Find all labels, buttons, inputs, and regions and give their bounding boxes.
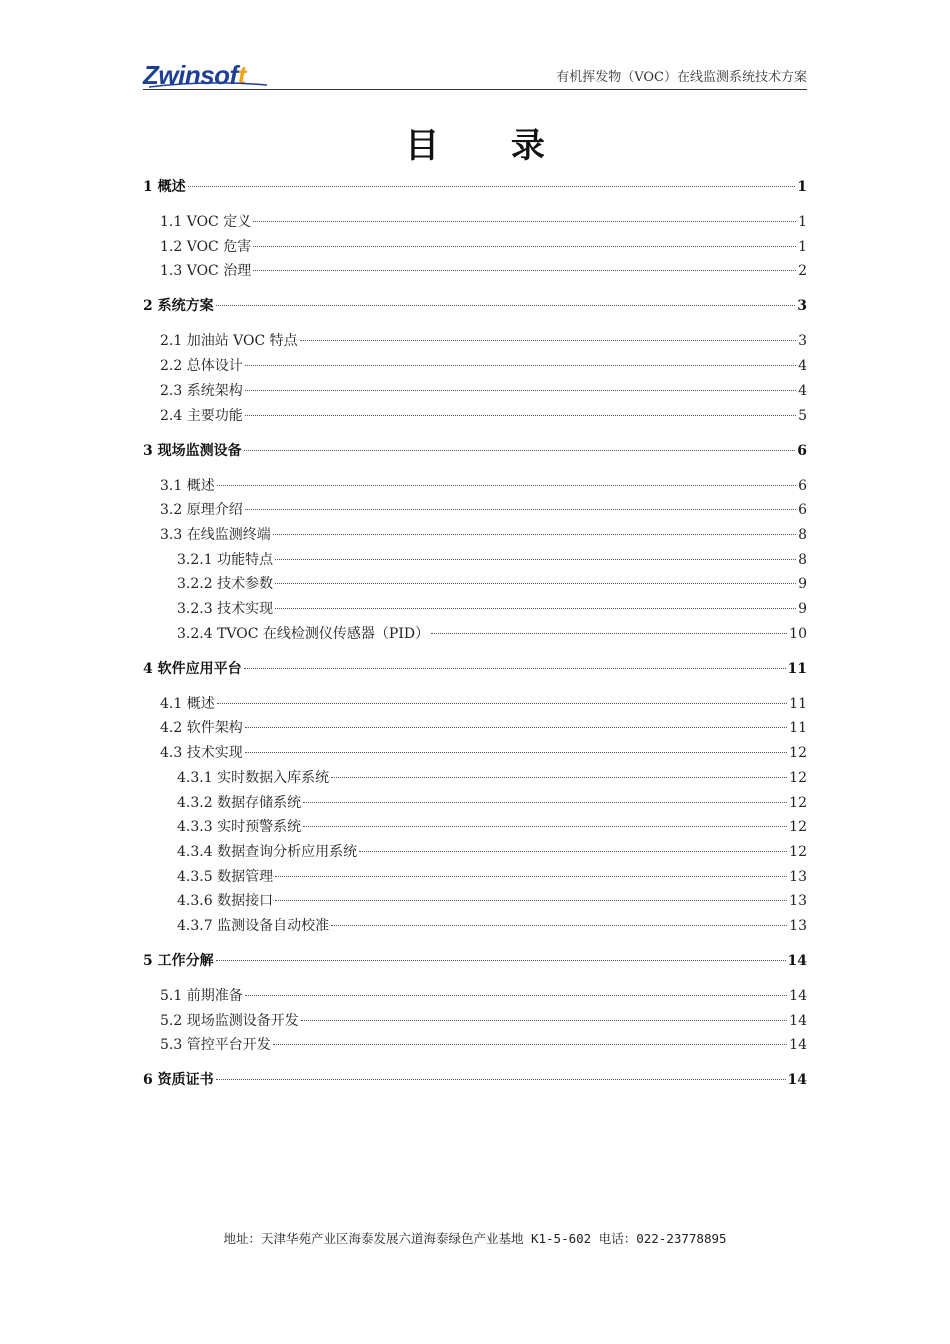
toc-entry-page-number: 2	[798, 263, 807, 280]
toc-entry[interactable]	[160, 718, 807, 738]
toc-dot-leader	[244, 667, 786, 669]
toc-entry-page-number: 14	[787, 953, 807, 969]
toc-entry-label: 4.3.6 数据接口	[177, 893, 274, 910]
toc-entry[interactable]	[160, 381, 807, 401]
toc-entry-page-number: 3	[797, 298, 807, 315]
toc-entry[interactable]	[160, 406, 807, 426]
toc-dot-leader	[253, 220, 796, 222]
toc-dot-leader	[216, 1078, 786, 1080]
toc-entry-label: 1.2 VOC 危害	[160, 238, 252, 255]
toc-dot-leader	[331, 776, 787, 778]
logo-text-accent: t	[237, 60, 246, 90]
toc-entry-label: 6 资质证书	[143, 1072, 214, 1089]
toc-dot-leader	[245, 508, 796, 510]
toc-entry[interactable]	[177, 550, 807, 570]
toc-entry-page-number: 1	[797, 179, 807, 195]
toc-entry-page-number: 12	[789, 843, 807, 860]
toc-entry-label: 3.2.1 功能特点	[177, 551, 274, 568]
toc-entry[interactable]	[143, 1070, 807, 1090]
toc-entry-page-number: 9	[798, 601, 807, 617]
toc-dot-leader	[217, 484, 796, 486]
logo-text: Zwinsof	[143, 60, 238, 90]
toc-entry-label: 1.1 VOC 定义	[160, 214, 252, 230]
toc-entry[interactable]	[177, 817, 807, 837]
toc-entry-label: 4 软件应用平台	[143, 660, 242, 677]
toc-entry-label: 1.3 VOC 治理	[160, 263, 252, 280]
toc-entry-label: 4.3.1 实时数据入库系统	[177, 769, 330, 786]
toc-entry[interactable]	[160, 986, 807, 1006]
toc-dot-leader	[301, 1019, 787, 1021]
toc-entry-label: 3.2.3 技术实现	[177, 601, 274, 617]
toc-entry-page-number: 14	[787, 1072, 807, 1089]
toc-entry[interactable]	[143, 177, 807, 197]
page-header	[143, 58, 807, 90]
toc-entry[interactable]	[160, 212, 807, 232]
toc-entry-label: 5.2 现场监测设备开发	[160, 1012, 299, 1029]
toc-entry-page-number: 14	[789, 1037, 807, 1054]
toc-entry-page-number: 8	[798, 526, 807, 543]
toc-dot-leader	[303, 801, 787, 803]
toc-dot-leader	[275, 558, 796, 560]
toc-entry-page-number: 14	[789, 1012, 807, 1029]
toc-dot-leader	[245, 994, 787, 996]
toc-entry-label: 5.3 管控平台开发	[160, 1037, 271, 1054]
toc-entry[interactable]	[143, 659, 807, 679]
toc-dot-leader	[216, 959, 786, 961]
toc-entry-label: 4.3.7 监测设备自动校准	[177, 918, 330, 934]
toc-dot-leader	[275, 875, 787, 877]
toc-entry[interactable]	[177, 842, 807, 862]
toc-entry-label: 3.2.2 技术参数	[177, 576, 274, 593]
toc-dot-leader	[273, 533, 796, 535]
toc-dot-leader	[359, 850, 787, 852]
toc-dot-leader	[244, 449, 796, 451]
toc-title: 目 录	[405, 126, 575, 166]
toc-dot-leader	[275, 607, 796, 609]
document-header-title: 有机挥发物（VOC）在线监测系统技术方案	[556, 70, 807, 85]
toc-entry[interactable]	[160, 356, 807, 376]
toc-dot-leader	[245, 389, 796, 391]
logo-swoosh-icon	[149, 82, 267, 88]
toc-dot-leader	[245, 364, 796, 366]
toc-entry-label: 3.3 在线监测终端	[160, 526, 271, 543]
toc-entry-page-number: 11	[789, 720, 807, 737]
toc-entry[interactable]	[143, 296, 807, 316]
toc-dot-leader	[275, 899, 787, 901]
toc-entry-page-number: 11	[787, 660, 807, 677]
toc-entry[interactable]	[160, 237, 807, 257]
toc-entry-page-number: 10	[789, 625, 807, 642]
toc-entry[interactable]	[160, 1011, 807, 1031]
toc-entry-label: 4.3.3 实时预警系统	[177, 819, 302, 836]
toc-entry-label: 4.3 技术实现	[160, 745, 243, 762]
toc-entry-page-number: 6	[798, 477, 807, 494]
toc-entry-label: 5.1 前期准备	[160, 988, 243, 1004]
toc-entry[interactable]	[177, 867, 807, 887]
toc-entry[interactable]	[160, 694, 807, 714]
toc-entry-label: 4.1 概述	[160, 695, 215, 712]
toc-entry-page-number: 14	[789, 988, 807, 1004]
toc-entry-label: 2.2 总体设计	[160, 358, 243, 375]
toc-entry-label: 4.3.2 数据存储系统	[177, 794, 302, 811]
toc-entry[interactable]	[143, 951, 807, 971]
toc-entry-label: 5 工作分解	[143, 953, 214, 969]
toc-entry-label: 4.3.5 数据管理	[177, 868, 274, 885]
toc-dot-leader	[275, 582, 796, 584]
toc-entry-label: 3.2 原理介绍	[160, 502, 243, 519]
toc-entry-label: 3.1 概述	[160, 477, 215, 494]
toc-entry-page-number: 13	[789, 893, 807, 910]
toc-dot-leader	[245, 751, 787, 753]
toc-entry-page-number: 6	[797, 442, 807, 459]
toc-entry-page-number: 4	[798, 358, 807, 375]
toc-entry-page-number: 11	[789, 695, 807, 712]
toc-dot-leader	[216, 304, 796, 306]
toc-entry[interactable]	[160, 331, 807, 351]
toc-entry-label: 1 概述	[143, 179, 186, 195]
toc-entry[interactable]	[177, 793, 807, 813]
toc-entry-label: 4.3.4 数据查询分析应用系统	[177, 843, 358, 860]
toc-entry[interactable]	[177, 624, 807, 644]
toc-dot-leader	[253, 269, 796, 271]
toc-entry-label: 4.2 软件架构	[160, 720, 243, 737]
toc-entry-page-number: 12	[789, 794, 807, 811]
toc-entry-page-number: 1	[798, 238, 807, 255]
toc-entry-page-number: 13	[789, 868, 807, 885]
toc-entry-page-number: 5	[798, 407, 807, 424]
toc-dot-leader	[431, 632, 787, 634]
toc-entry-label: 2 系统方案	[143, 298, 214, 315]
toc-dot-leader	[217, 702, 787, 704]
toc-entry[interactable]	[177, 768, 807, 788]
toc-dot-leader	[273, 1043, 787, 1045]
toc-entry-page-number: 12	[789, 819, 807, 836]
toc-entry[interactable]	[160, 525, 807, 545]
toc-dot-leader	[245, 726, 787, 728]
toc-entry[interactable]	[143, 441, 807, 461]
toc-dot-leader	[253, 245, 796, 247]
toc-entry-page-number: 4	[798, 382, 807, 399]
toc-entry-label: 2.1 加油站 VOC 特点	[160, 333, 298, 350]
toc-dot-leader	[188, 185, 796, 187]
toc-dot-leader	[303, 825, 787, 827]
toc-entry-label: 3 现场监测设备	[143, 442, 242, 459]
toc-entry[interactable]	[177, 599, 807, 619]
page-footer-address: 地址：天津华苑产业区海泰发展六道海泰绿色产业基地 K1-5-602 电话：022-23778895	[223, 1231, 727, 1246]
toc-entry[interactable]	[177, 916, 807, 936]
toc-entry-page-number: 8	[798, 551, 807, 568]
toc-dot-leader	[300, 339, 796, 341]
toc-entry[interactable]	[160, 476, 807, 496]
toc-entry[interactable]	[160, 1035, 807, 1055]
toc-dot-leader	[331, 924, 787, 926]
toc-entry-page-number: 6	[798, 502, 807, 519]
toc-entry[interactable]	[160, 261, 807, 281]
toc-entry[interactable]	[160, 743, 807, 763]
toc-entry-page-number: 12	[789, 745, 807, 762]
toc-entry-page-number: 12	[789, 769, 807, 786]
toc-entry[interactable]	[177, 891, 807, 911]
toc-entry-label: 2.3 系统架构	[160, 382, 243, 399]
toc-entry-page-number: 3	[798, 333, 807, 350]
toc-entry-label: 3.2.4 TVOC 在线检测仪传感器（PID）	[177, 625, 430, 642]
toc-entry-page-number: 13	[789, 918, 807, 934]
toc-entry[interactable]	[160, 500, 807, 520]
toc-entry-page-number: 1	[798, 214, 807, 230]
toc-dot-leader	[245, 414, 796, 416]
toc-entry[interactable]	[177, 574, 807, 594]
toc-entry-label: 2.4 主要功能	[160, 407, 243, 424]
toc-entry-page-number: 9	[798, 576, 807, 593]
